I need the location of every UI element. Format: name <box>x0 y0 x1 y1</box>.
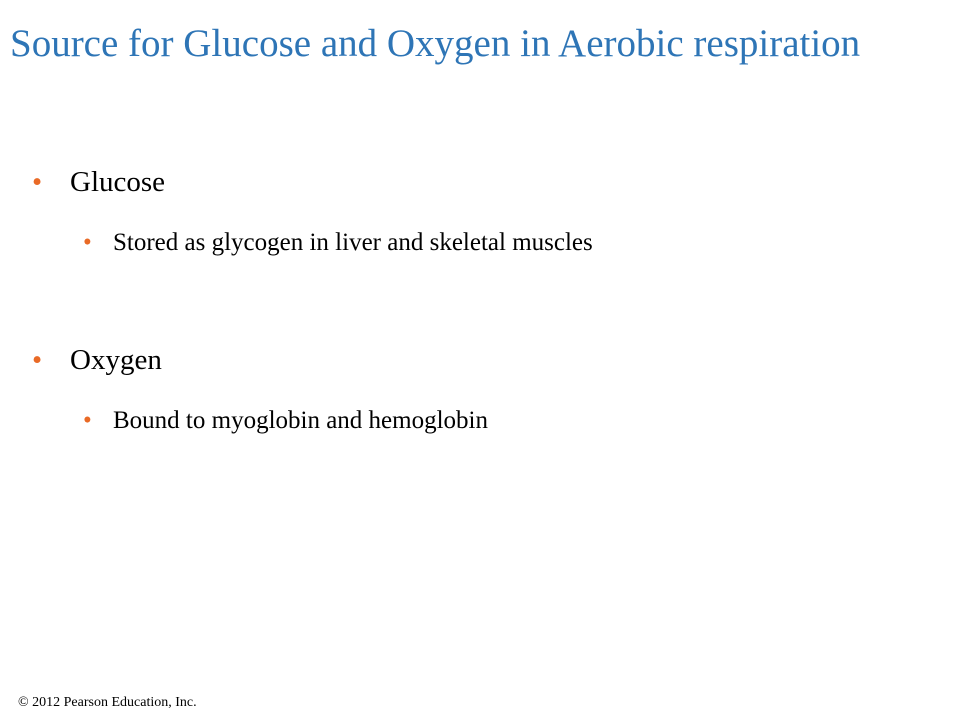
bullet-dot-icon: • <box>83 229 92 256</box>
bullet-text: Stored as glycogen in liver and skeletal muscles <box>113 229 593 256</box>
bullet-glucose <box>32 164 165 200</box>
sub-bullet-myoglobin <box>83 405 488 437</box>
bullet-dot-icon: • <box>83 407 92 434</box>
bullet-text: Oxygen <box>70 344 162 376</box>
copyright-footer: © 2012 Pearson Education, Inc. <box>18 695 197 710</box>
bullet-dot-icon: • <box>32 344 43 376</box>
bullet-text: Bound to myoglobin and hemoglobin <box>113 407 488 434</box>
bullet-text: Glucose <box>70 166 166 198</box>
bullet-dot-icon: • <box>32 166 43 198</box>
bullet-oxygen <box>32 342 162 378</box>
slide-title: Source for Glucose and Oxygen in Aerobic respiration <box>10 22 861 65</box>
sub-bullet-glycogen <box>83 227 593 259</box>
